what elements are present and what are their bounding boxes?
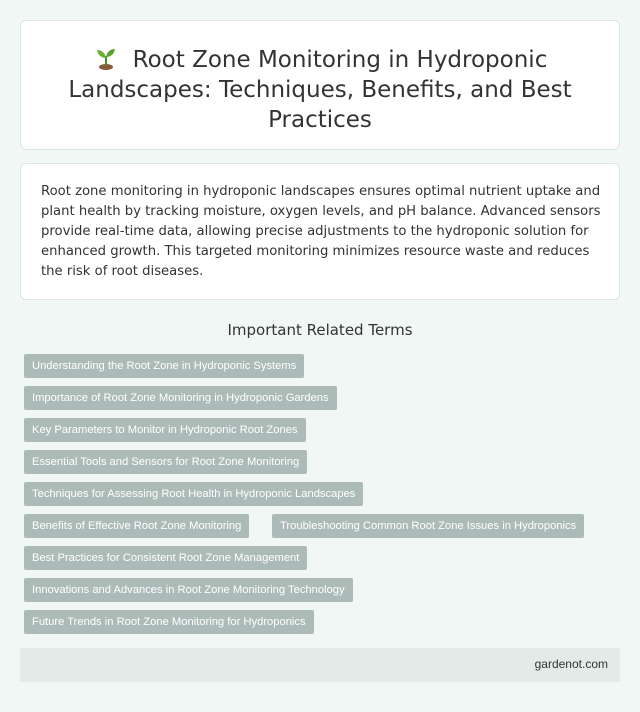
title-card <box>20 20 620 150</box>
related-term-tag[interactable]: Best Practices for Consistent Root Zone Management <box>24 546 307 570</box>
related-term-tag[interactable]: Essential Tools and Sensors for Root Zone Monitoring <box>24 450 307 474</box>
footer-site-link[interactable]: gardenot.com <box>534 657 608 671</box>
page-title <box>31 45 609 135</box>
related-terms-heading: Important Related Terms <box>227 321 413 339</box>
related-term-tag[interactable]: Key Parameters to Monitor in Hydroponic Root Zones <box>24 418 306 442</box>
related-term-tag[interactable]: Innovations and Advances in Root Zone Monitoring Technology <box>24 578 353 602</box>
related-term-tag[interactable]: Techniques for Assessing Root Health in Hydroponic Landscapes <box>24 482 363 506</box>
related-term-tag[interactable]: Troubleshooting Common Root Zone Issues in Hydroponics <box>272 514 584 538</box>
seedling-icon <box>93 46 119 70</box>
page-title-text: Root Zone Monitoring in Hydroponic Landscapes: Techniques, Benefits, and Best Practices <box>68 47 572 133</box>
footer <box>20 648 620 682</box>
related-term-tag[interactable]: Future Trends in Root Zone Monitoring for Hydroponics <box>24 610 314 634</box>
related-term-tag[interactable]: Importance of Root Zone Monitoring in Hydroponic Gardens <box>24 386 337 410</box>
summary-text: Root zone monitoring in hydroponic landscapes ensures optimal nutrient uptake and plant health by tracking moisture, oxygen levels, and pH balance. Advanced sensors provide real-time data, allowing precise adjustments to the hydroponic solution for enhanced growth. This targeted monitoring minimizes resource waste and reduces the risk of root diseases. <box>41 184 601 279</box>
related-term-tag[interactable]: Understanding the Root Zone in Hydroponic Systems <box>24 354 304 378</box>
summary-card <box>20 163 620 300</box>
related-term-tag[interactable]: Benefits of Effective Root Zone Monitoring <box>24 514 249 538</box>
